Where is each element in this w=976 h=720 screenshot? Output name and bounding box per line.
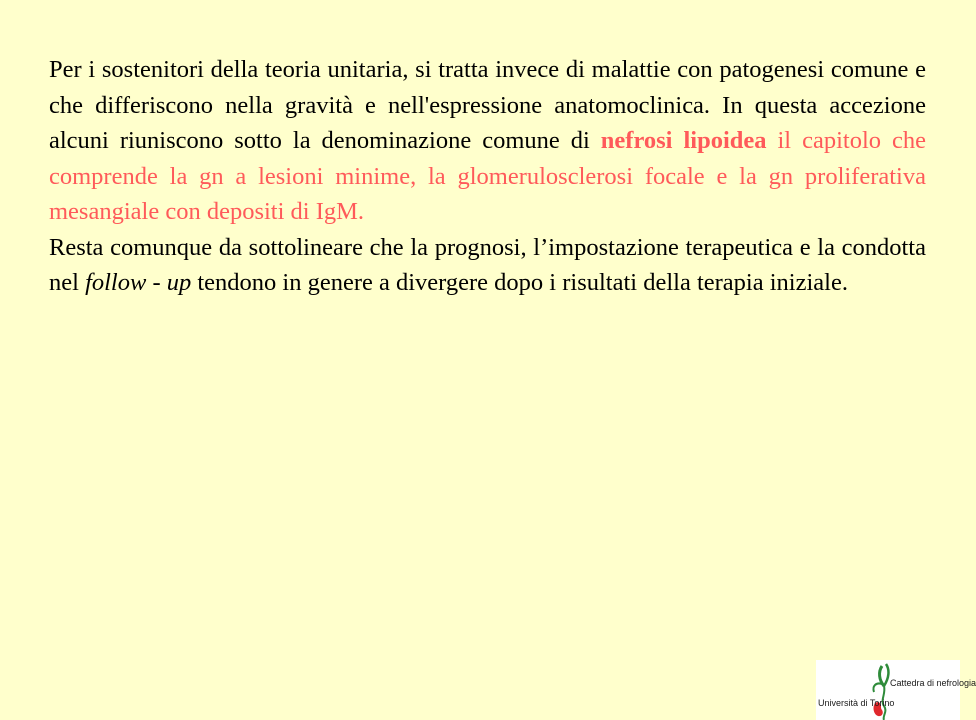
sprout-leaf-right-icon [884,664,888,686]
university-logo [816,660,976,720]
logo-university-name: Università di Torino [818,698,895,708]
paragraph-theory [49,52,926,230]
highlight-term: nefrosi lipoidea [600,127,767,154]
slide-body [49,52,926,301]
paragraph-prognosis-text-start: Resta comunque da sottolineare che la prognosi, l’impostazione terapeutica e la condotta nel [49,233,926,296]
paragraph-prognosis [49,230,926,301]
follow-up-term: follow - up [85,269,192,296]
logo-department-name: Cattedra di nefrologia [890,678,976,688]
paragraph-theory-text: Per i sostenitori della teoria unitaria, si tratta invece di malattie con patogenesi comune e che differiscono nella gravità e nell'espressione anatomoclinica. In questa accezione alcuni riuniscono sotto la denominazione comune di [49,56,926,154]
highlight-definition: il capitolo che comprende la gn a lesioni minime, la glomerulosclerosi focale e la gn proliferativa mesangiale con depositi di IgM. [49,127,926,225]
paragraph-prognosis-text-end: tendono in genere a divergere dopo i risultati della terapia iniziale. [191,269,848,296]
logo-graphic [816,660,960,720]
sprout-leaf-small-icon [873,683,882,692]
